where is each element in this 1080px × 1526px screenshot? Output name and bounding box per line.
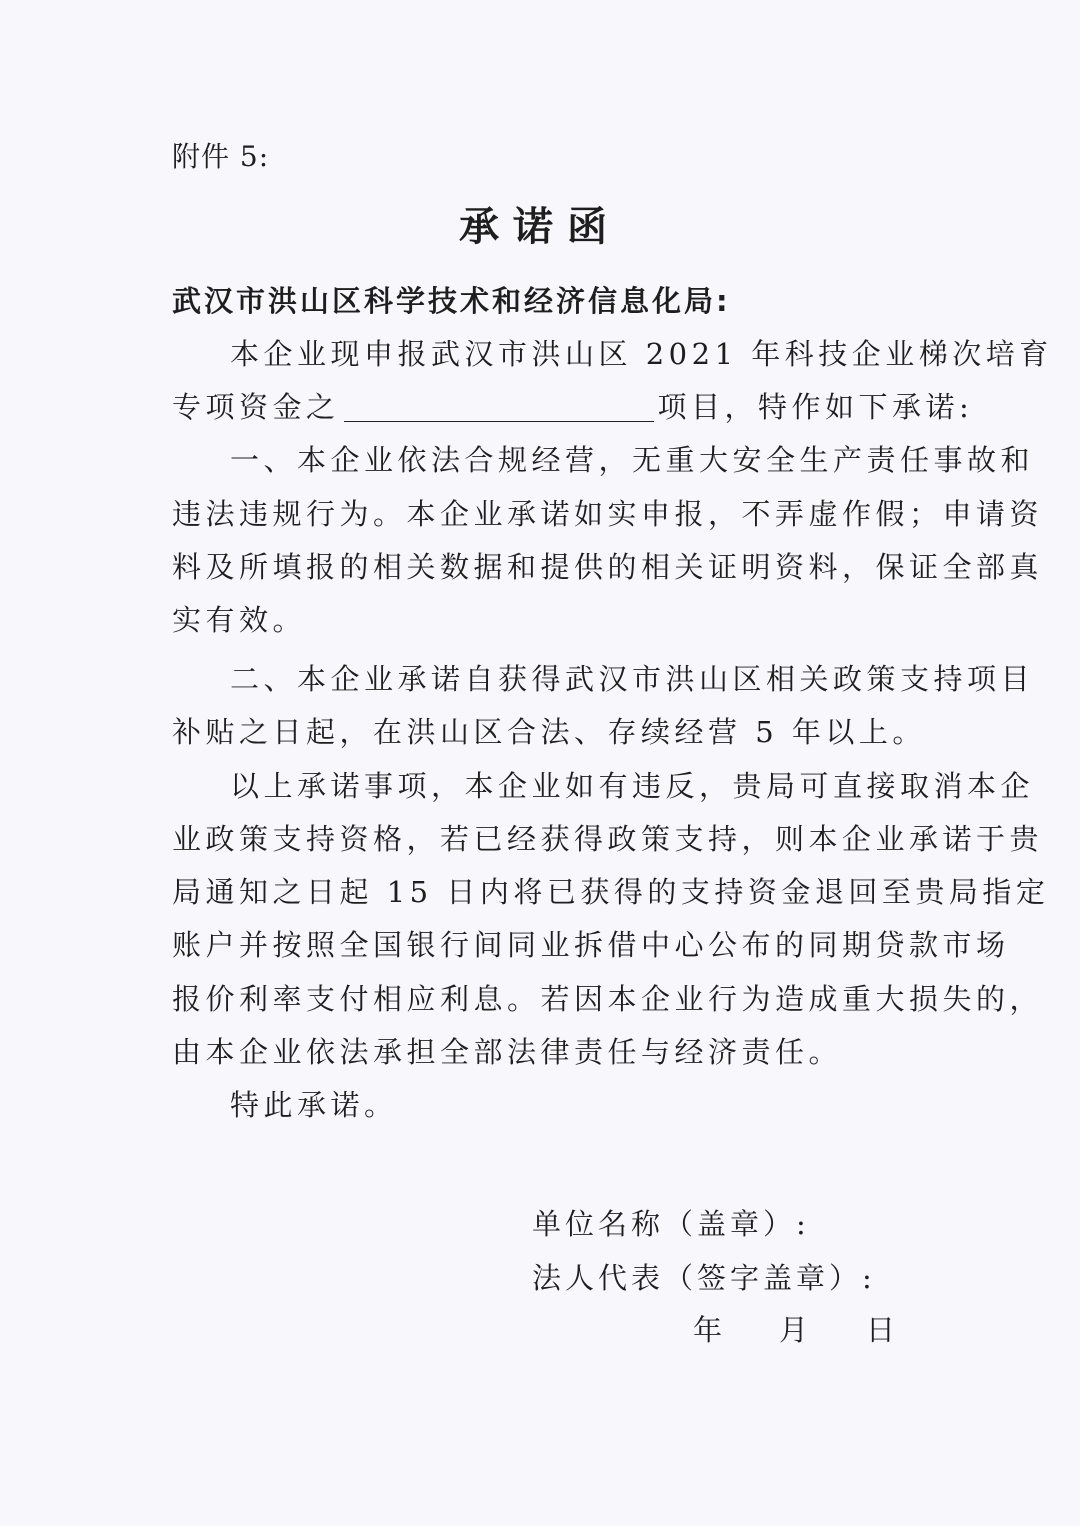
p3-line-3: 局通知之日起 15 日内将已获得的支持资金退回至贵局指定: [172, 875, 1050, 909]
p1-line-1: 一、本企业依法合规经营，无重大安全生产责任事故和: [230, 443, 1035, 477]
intro-line-2: [172, 390, 974, 424]
p3-line-2: 业政策支持资格，若已经获得政策支持，则本企业承诺于贵: [172, 822, 1044, 856]
date-year: 年: [693, 1313, 723, 1347]
intro-line-2-before: 专项资金之: [172, 390, 340, 424]
date-month: 月: [779, 1313, 809, 1347]
attachment-label: 附件 5:: [172, 140, 270, 173]
unit-name-field: 单位名称（盖章）:: [532, 1207, 810, 1241]
date-day: 日: [866, 1313, 896, 1347]
project-name-blank: [344, 395, 654, 422]
p3-line-1: 以上承诺事项，本企业如有违反，贵局可直接取消本企: [230, 769, 1035, 803]
document-title: 承诺函: [459, 204, 621, 250]
addressee: 武汉市洪山区科学技术和经济信息化局:: [172, 284, 731, 318]
p1-line-4: 实有效。: [172, 603, 307, 637]
p3-line-4: 账户并按照全国银行间同业拆借中心公布的同期贷款市场: [172, 928, 1010, 962]
p1-line-3: 料及所填报的相关数据和提供的相关证明资料，保证全部真: [172, 550, 1044, 584]
legal-rep-field: 法人代表（签字盖章）:: [532, 1261, 876, 1295]
intro-line-2-after: 项目，特作如下承诺:: [657, 390, 974, 424]
intro-line-1: 本企业现申报武汉市洪山区 2021 年科技企业梯次培育: [230, 337, 1053, 371]
closing-line: 特此承诺。: [230, 1088, 398, 1122]
p2-line-1: 二、本企业承诺自获得武汉市洪山区相关政策支持项目: [230, 662, 1035, 696]
p3-line-5: 报价利率支付相应利息。若因本企业行为造成重大损失的，: [172, 982, 1044, 1016]
p1-line-2: 违法违规行为。本企业承诺如实申报，不弄虚作假；申请资: [172, 497, 1044, 531]
p3-line-6: 由本企业依法承担全部法律责任与经济责任。: [172, 1035, 843, 1069]
p2-line-2: 补贴之日起，在洪山区合法、存续经营 5 年以上。: [172, 715, 926, 749]
